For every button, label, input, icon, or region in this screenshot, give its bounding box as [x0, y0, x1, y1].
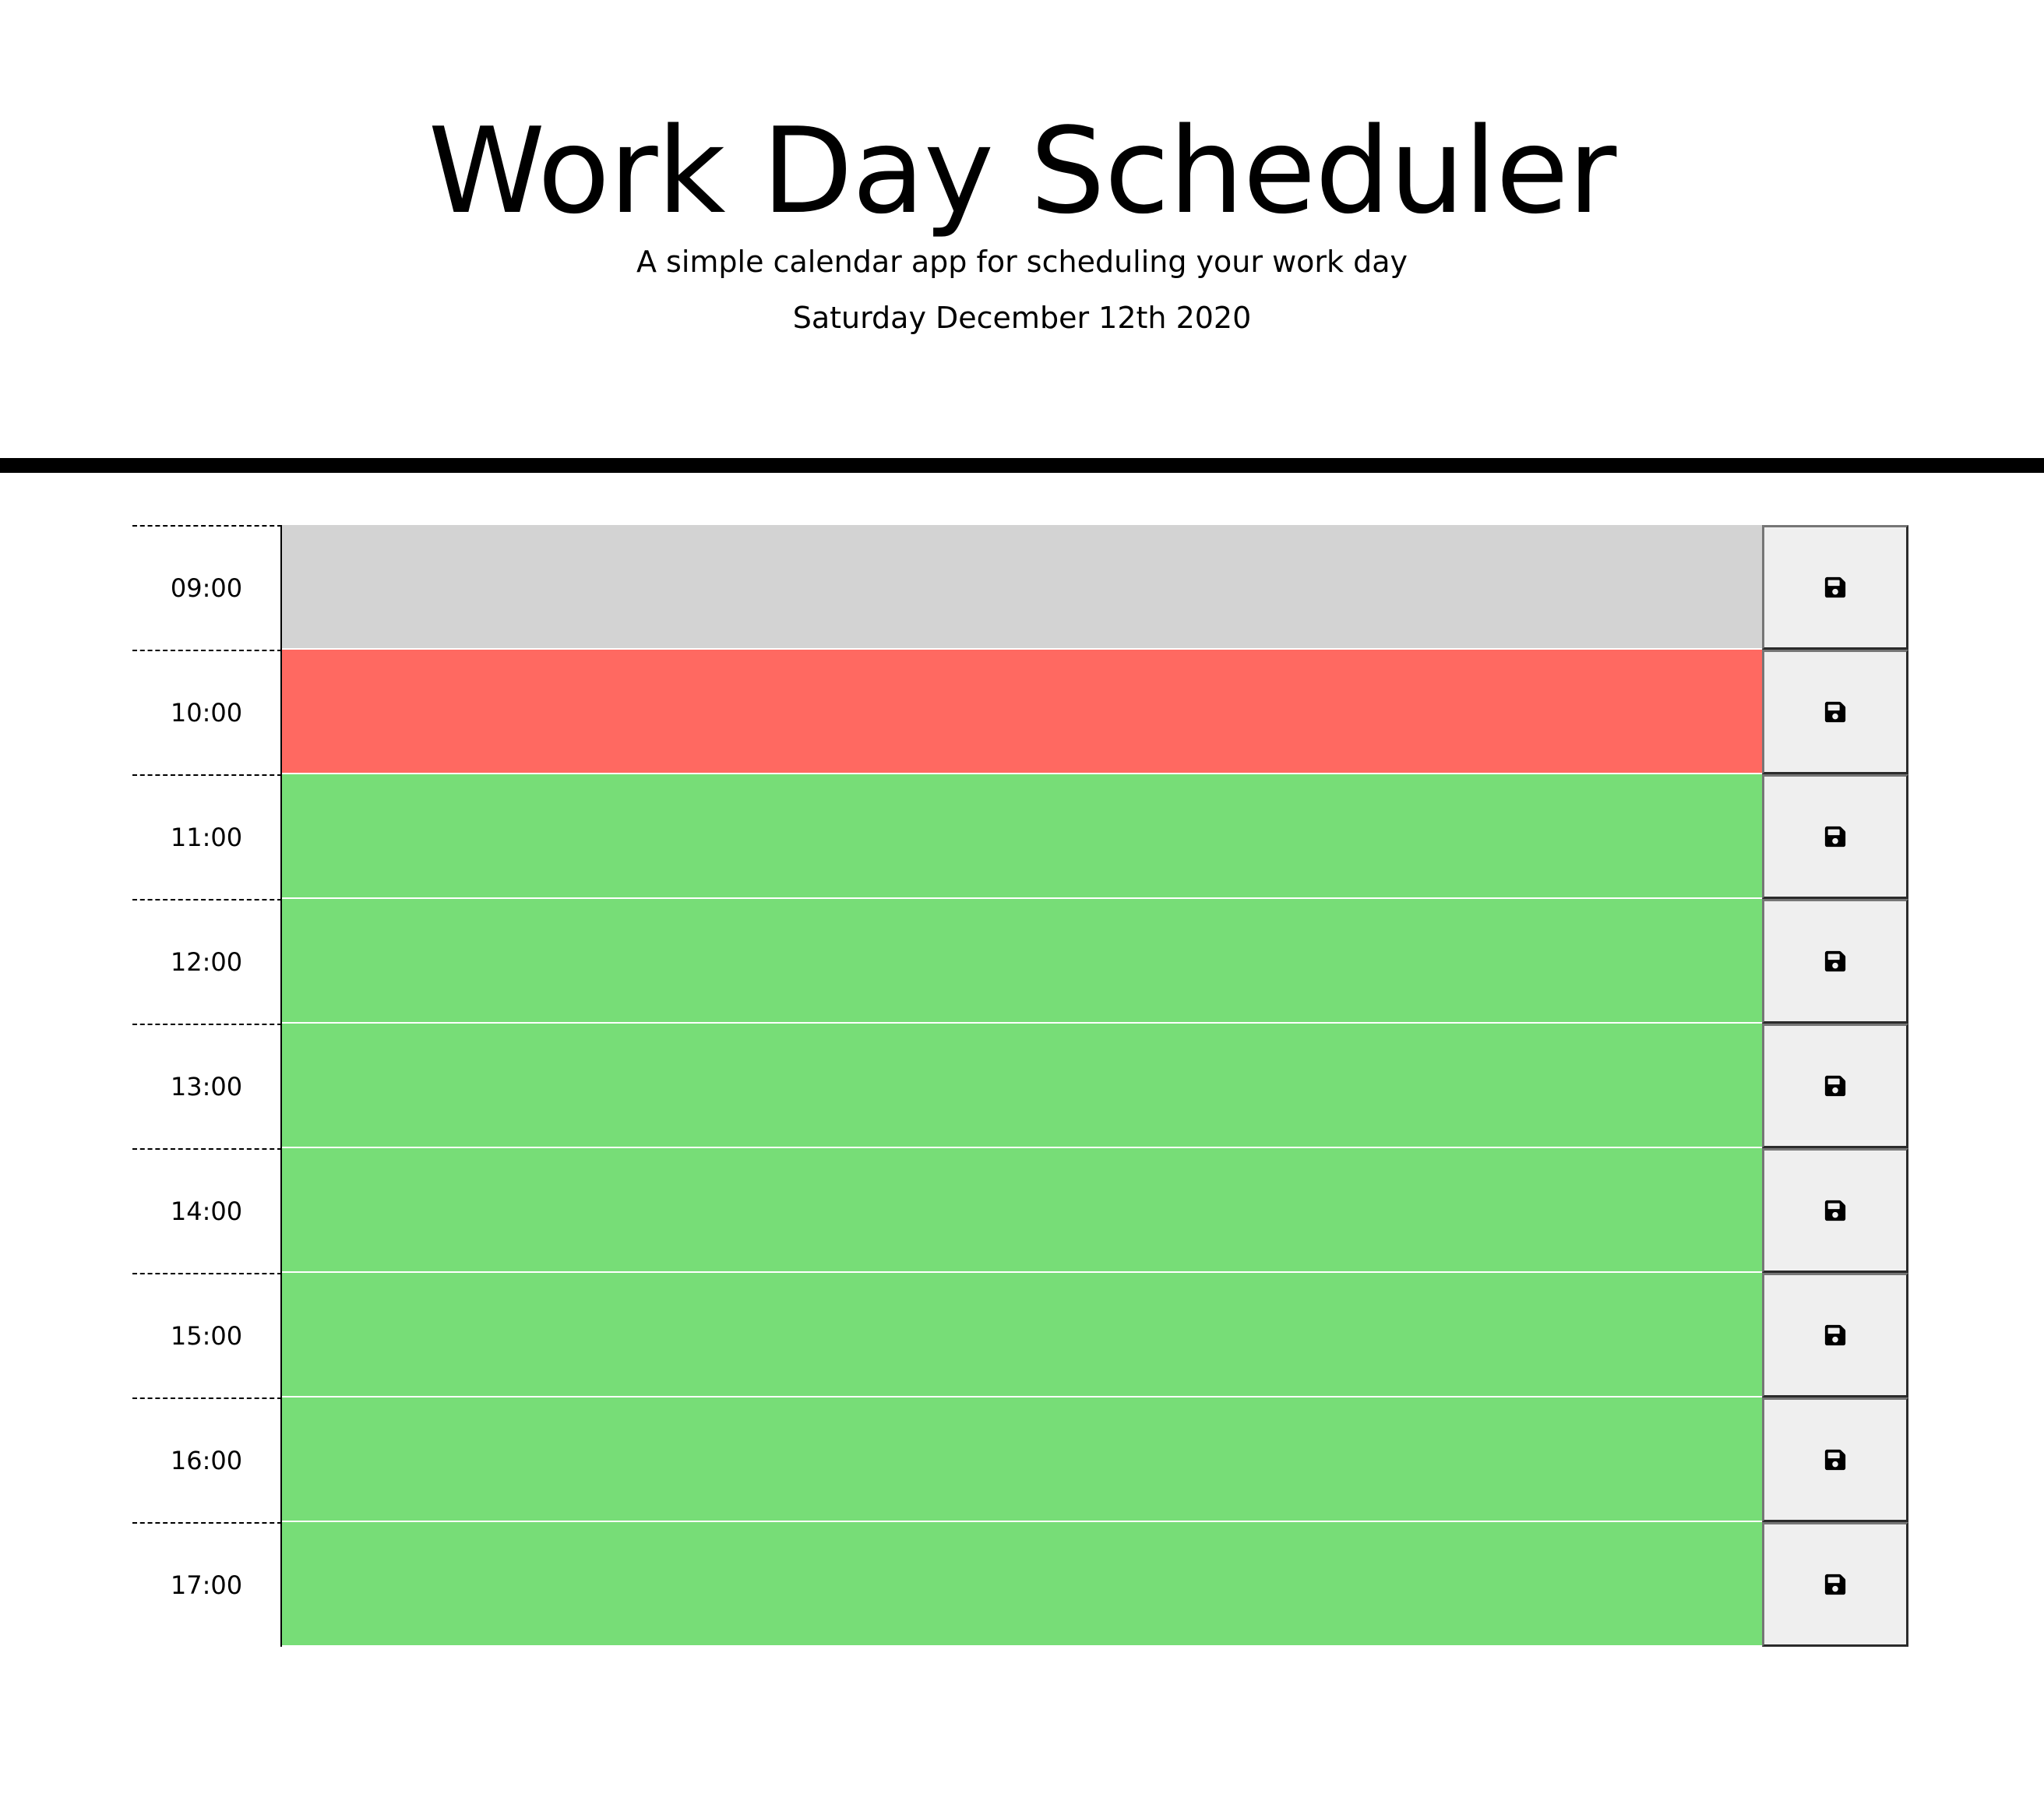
hour-label: 09:00 — [132, 525, 282, 650]
save-button[interactable] — [1762, 1522, 1908, 1647]
description-input[interactable] — [282, 525, 1762, 650]
floppy-disk-icon — [1824, 700, 1847, 724]
floppy-disk-icon — [1824, 1448, 1847, 1471]
header-divider — [0, 458, 2044, 473]
hour-label: 17:00 — [132, 1522, 282, 1647]
save-button[interactable] — [1762, 1148, 1908, 1273]
floppy-disk-icon — [1824, 950, 1847, 973]
description-input[interactable] — [282, 650, 1762, 774]
floppy-disk-icon — [1824, 1323, 1847, 1347]
time-block — [132, 650, 1908, 774]
page-title: Work Day Scheduler — [428, 102, 1616, 240]
description-input[interactable] — [282, 899, 1762, 1024]
floppy-disk-icon — [1824, 1199, 1847, 1222]
save-button[interactable] — [1762, 899, 1908, 1024]
time-block — [132, 525, 1908, 650]
save-button[interactable] — [1762, 650, 1908, 774]
hour-label: 15:00 — [132, 1273, 282, 1397]
page-subtitle: A simple calendar app for scheduling your work day — [636, 245, 1408, 279]
description-input[interactable] — [282, 1273, 1762, 1397]
hour-label: 12:00 — [132, 899, 282, 1024]
description-input[interactable] — [282, 1397, 1762, 1522]
schedule-container — [132, 525, 1908, 1647]
save-button[interactable] — [1762, 1273, 1908, 1397]
hour-label: 14:00 — [132, 1148, 282, 1273]
hour-label: 11:00 — [132, 774, 282, 899]
description-input[interactable] — [282, 1148, 1762, 1273]
save-button[interactable] — [1762, 1397, 1908, 1522]
hour-label: 10:00 — [132, 650, 282, 774]
floppy-disk-icon — [1824, 576, 1847, 599]
time-block — [132, 774, 1908, 899]
save-button[interactable] — [1762, 525, 1908, 650]
floppy-disk-icon — [1824, 1074, 1847, 1098]
description-input[interactable] — [282, 774, 1762, 899]
current-day: Saturday December 12th 2020 — [792, 301, 1252, 335]
time-block — [132, 1148, 1908, 1273]
hour-label: 16:00 — [132, 1397, 282, 1522]
time-block — [132, 1522, 1908, 1647]
time-block — [132, 1273, 1908, 1397]
floppy-disk-icon — [1824, 825, 1847, 848]
jumbotron-header — [0, 0, 2044, 458]
description-input[interactable] — [282, 1522, 1762, 1647]
save-button[interactable] — [1762, 1024, 1908, 1148]
time-block — [132, 899, 1908, 1024]
hour-label: 13:00 — [132, 1024, 282, 1148]
time-block — [132, 1397, 1908, 1522]
description-input[interactable] — [282, 1024, 1762, 1148]
time-block — [132, 1024, 1908, 1148]
floppy-disk-icon — [1824, 1573, 1847, 1596]
save-button[interactable] — [1762, 774, 1908, 899]
